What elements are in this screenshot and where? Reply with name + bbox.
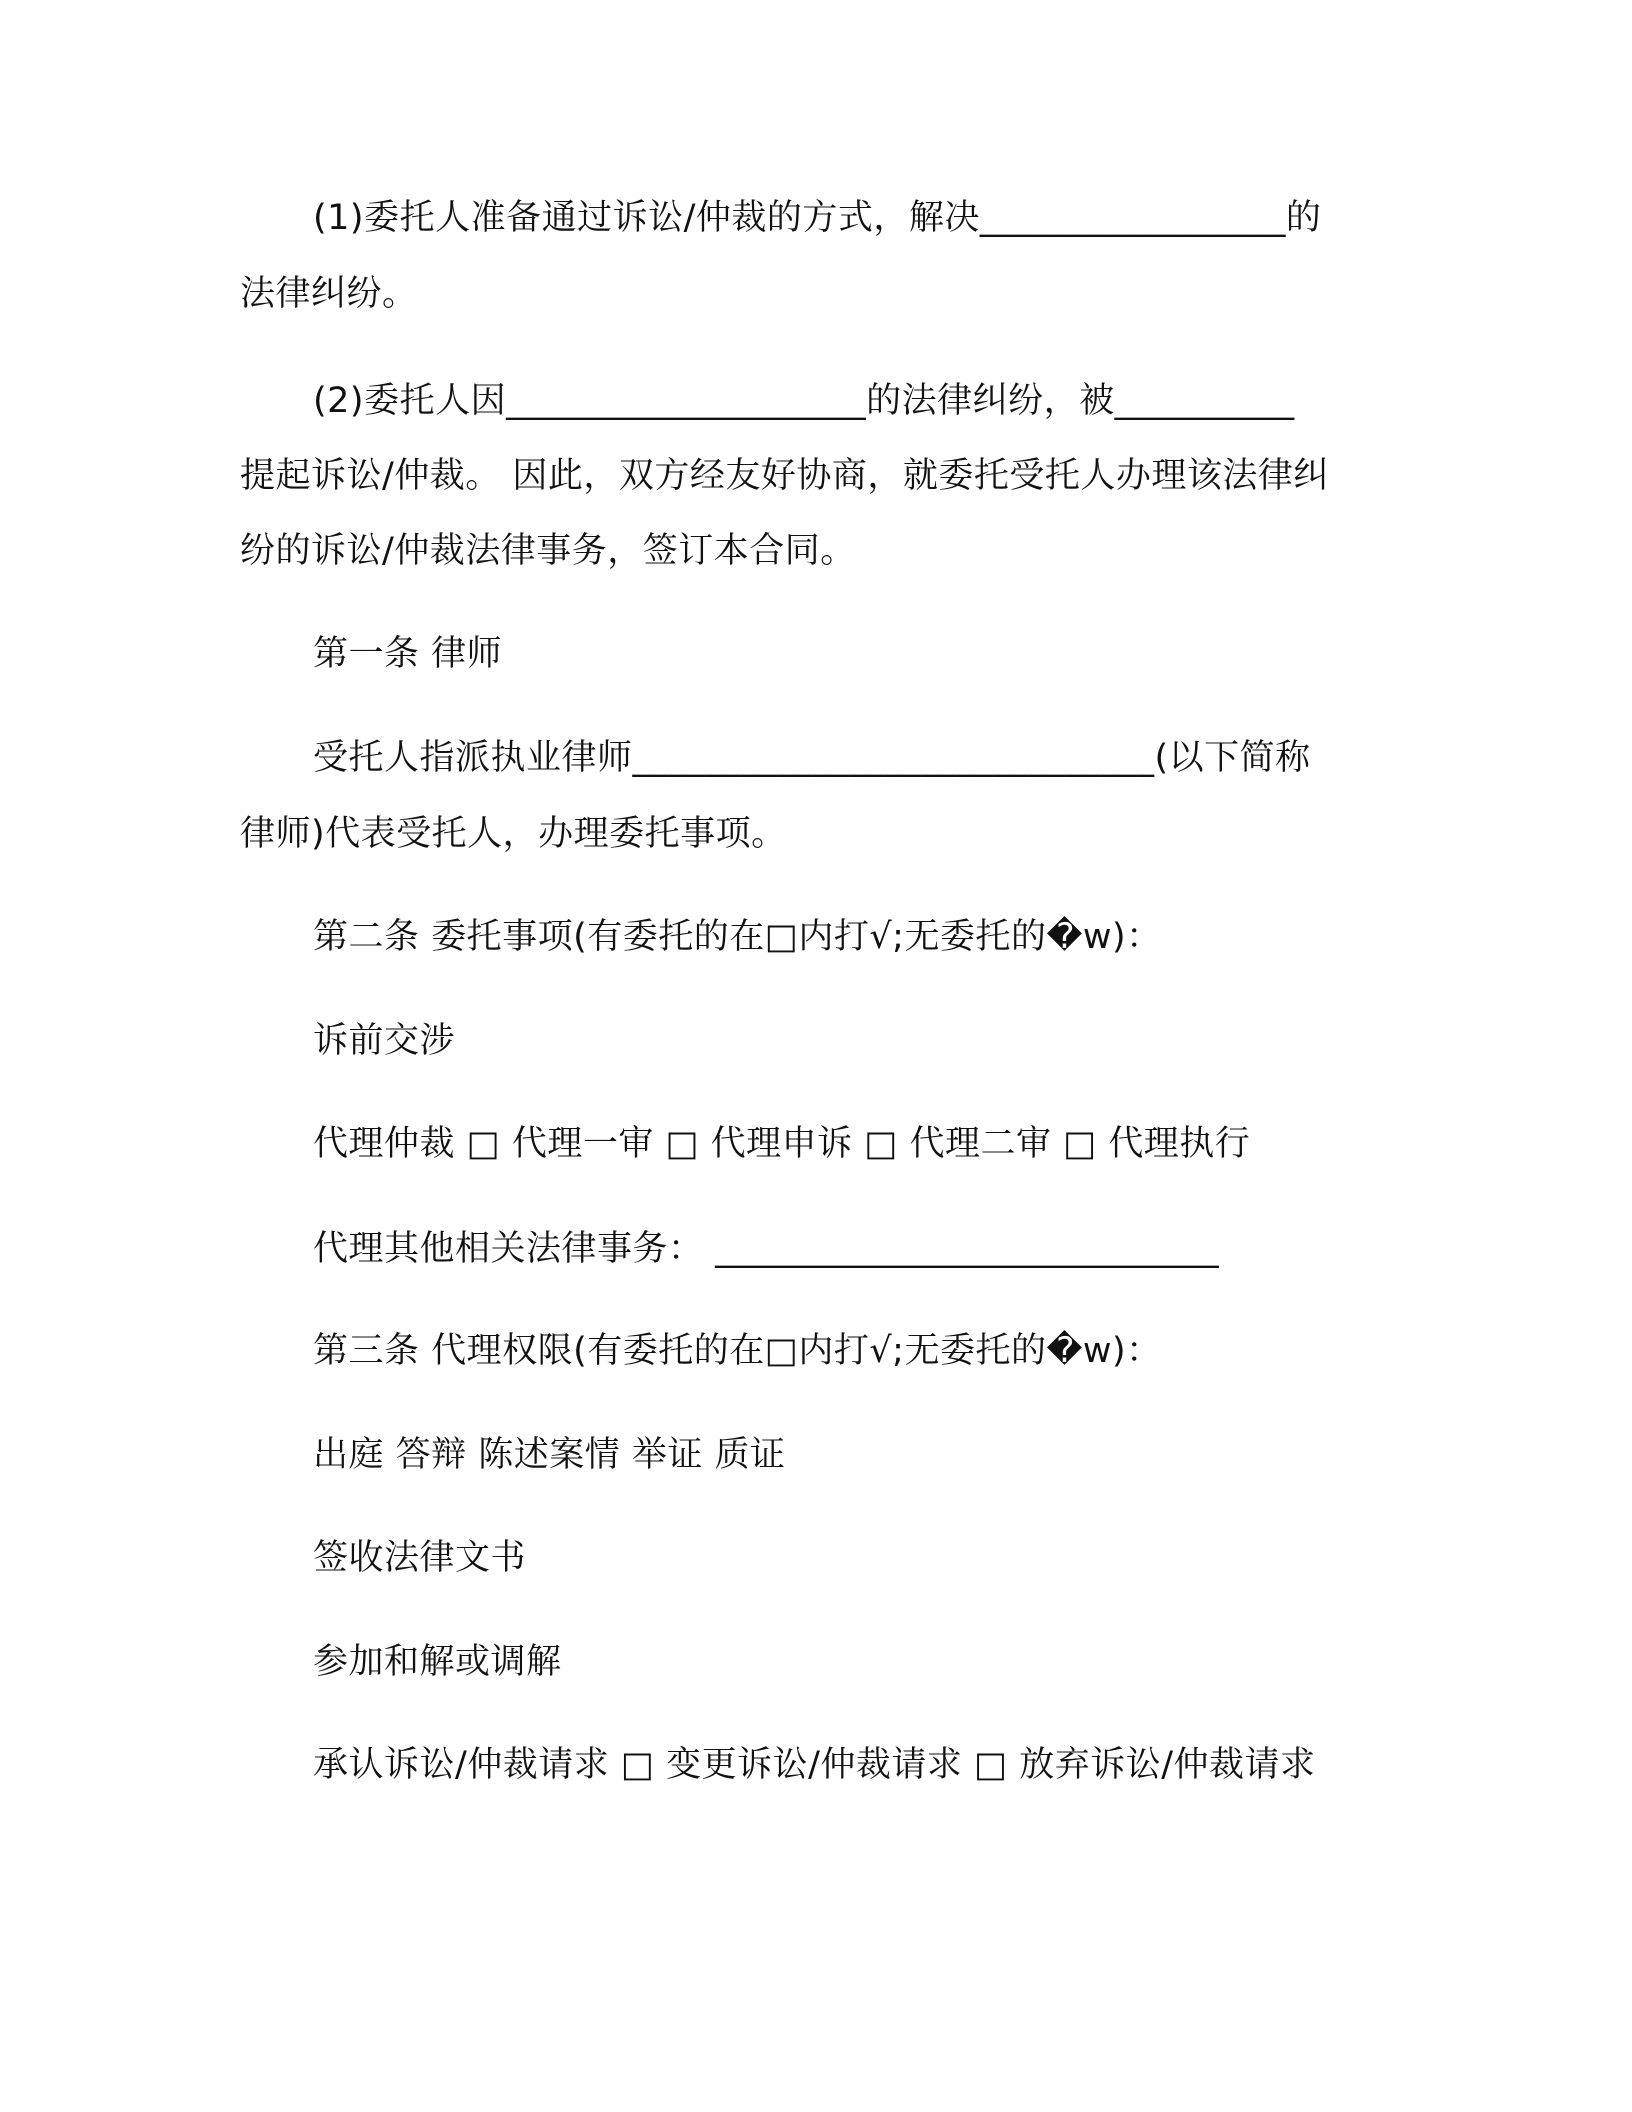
article-1-heading: 第一条 律师 xyxy=(313,634,503,674)
clause-intro-1: (1)委托人准备通过诉讼/仲裁的方式，解决_________________的 xyxy=(313,198,1322,238)
clause-intro-2: (2)委托人因____________________的法律纠纷，被__________ xyxy=(313,381,1295,421)
article-2-item-agency-options: 代理仲裁 □ 代理一审 □ 代理申诉 □ 代理二审 □ 代理执行 xyxy=(313,1124,1251,1164)
clause-intro-2-continued: 提起诉讼/仲裁。 因此，双方经友好协商，就委托受托人办理该法律纠 xyxy=(240,456,1329,496)
article-2-item-other-matters: 代理其他相关法律事务： ____________________________ xyxy=(313,1229,1220,1269)
article-3-item-claims: 承认诉讼/仲裁请求 □ 变更诉讼/仲裁请求 □ 放弃诉讼/仲裁请求 xyxy=(313,1745,1316,1785)
article-3-item-mediation: 参加和解或调解 xyxy=(313,1642,562,1682)
article-2-heading: 第二条 委托事项(有委托的在□内打√;无委托的�w)： xyxy=(313,917,1162,957)
article-3-heading: 第三条 代理权限(有委托的在□内打√;无委托的�w)： xyxy=(313,1331,1162,1371)
article-3-item-documents: 签收法律文书 xyxy=(313,1538,527,1578)
article-3-item-court: 出庭 答辩 陈述案情 举证 质证 xyxy=(313,1435,786,1475)
article-1-body: 受托人指派执业律师_____________________________(以下简称 xyxy=(313,738,1311,778)
article-2-item-pre-litigation: 诉前交涉 xyxy=(313,1021,456,1061)
clause-intro-2-end: 纷的诉讼/仲裁法律事务，签订本合同。 xyxy=(240,531,856,571)
clause-intro-1-continued: 法律纠纷。 xyxy=(240,274,418,314)
article-1-body-continued: 律师)代表受托人，办理委托事项。 xyxy=(240,814,787,854)
